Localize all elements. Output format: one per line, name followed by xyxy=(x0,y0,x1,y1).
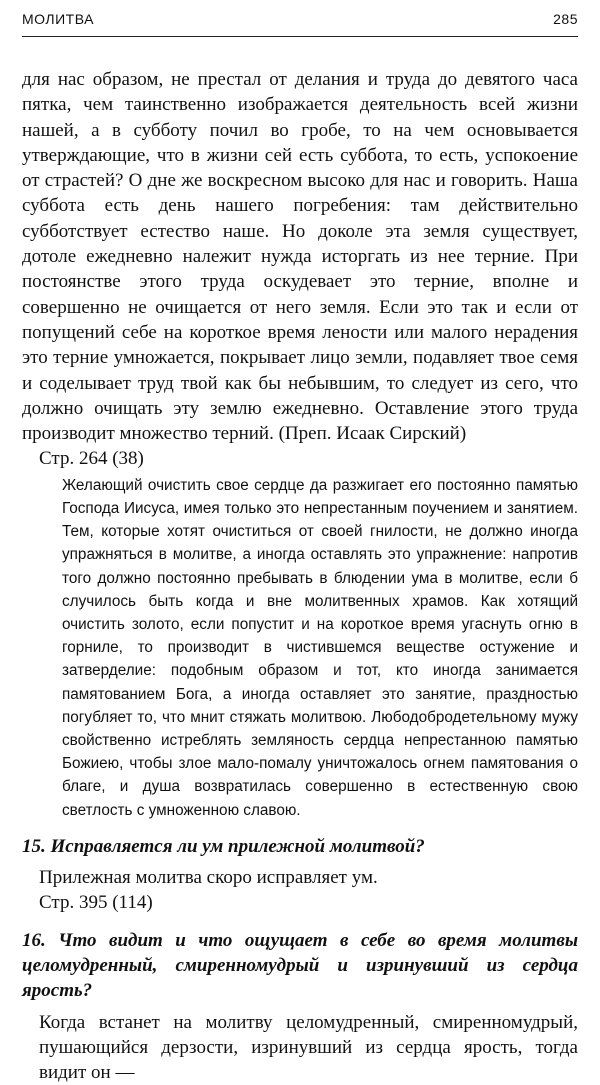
source-reference: Стр. 264 (38) xyxy=(39,448,144,470)
answer-15: Прилежная молитва скоро исправляет ум. xyxy=(39,867,378,889)
quotation-block: Желающий очистить свое сердце да разжигает его постоянно памятью Господа Иисуса, имея только это непрестанным поучением и занятием. Тем, которые хотят очиститься от своей гнилости, не должно иногда упражняться в молитве, а иногда оставлять это упражнение: напротив того должно постоянно пребывать в блюдении ума в молитве, если б случилось быть когда и вне молитвенных храмов. Как хотящий очистить золото, если попустит и на короткое время угаснуть огню в горниле, то производит в чистившемся веществе остужение и затверделие: подобным образом и тот, кто иногда занимается памятованием Бога, а иногда оставляет это занятие, праздностью погубляет то, что мнит стяжать молитвою. Любодобродетельному мужу свойственно истреблять земляность сердца непрестанною памятью Божиею, чтобы злое мало-помалу уничтожалось огнем памятования о благе, и душа возвратилась совершенно в естественную свою светлость с умноженною славою. xyxy=(62,476,578,819)
header-rule xyxy=(22,36,578,37)
question-heading-15: 15. Исправляется ли ум прилежной молитвой? xyxy=(22,835,425,857)
running-head xyxy=(22,9,578,31)
answer-16: Когда встанет на молитву целомудренный, смиренномудрый, пушающийся дерзости, изринувший из сердца ярость, тогда видит он — xyxy=(39,1011,578,1084)
page-number: 285 xyxy=(553,11,578,27)
page-content xyxy=(22,67,578,1085)
paragraph-continued: для нас образом, не престал от делания и труда до девятого часа пятка, чем таинственно изображается деятельность всей жизни нашей, а в субботу почил во гробе, то на чем основывается утверждающие, что в жизни сей есть суббота, то есть, успокоение от страстей? О дне же воскресном высоко для нас и говорить. Наша суббота есть день нашего погребения: там действительно субботствует естество наше. Но доколе эта земля существует, дотоле ежедневно належит нужда исторгать из нее терние. При постоянстве этого труда оскудевает это терние, вполне и совершенно не очищается от него земля. Если это так и если от попущений себе на короткое время лености или малого нерадения это терние умножается, покрывает лицо земли, подавляет твое семя и соделывает труд твой как бы небывшим, то следует из сего, что должно очищать эту землю ежедневно. Оставление этого труда производит множество терний. (Преп. Исаак Сирский) xyxy=(22,69,578,445)
source-reference-15: Стр. 395 (114) xyxy=(39,892,153,914)
question-heading-16: 16. Что видит и что ощущает в себе во время молитвы целомудренный, смиренномудрый и изринувший из сердца ярость? xyxy=(22,929,578,1002)
chapter-title: МОЛИТВА xyxy=(22,11,94,27)
